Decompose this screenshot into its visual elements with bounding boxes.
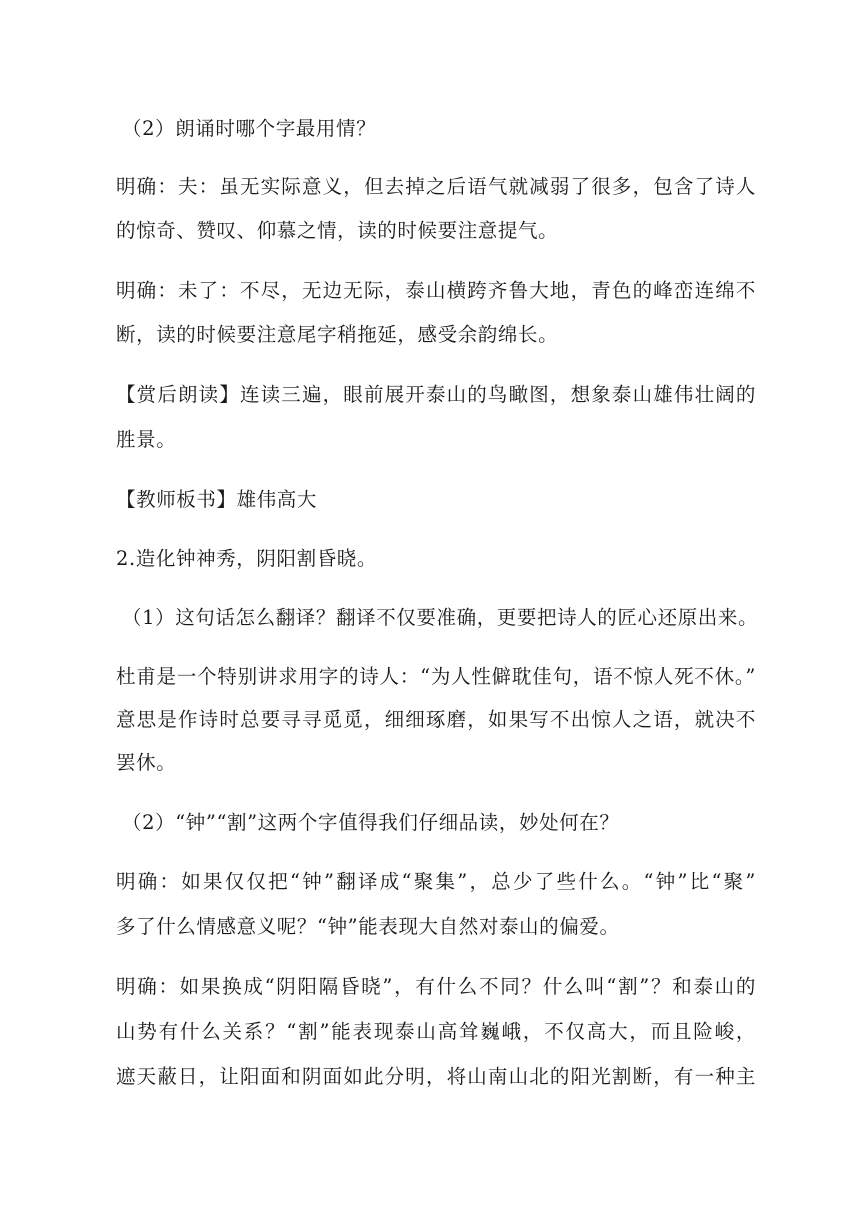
paragraph-line: 山势有什么关系？“割”能表现泰山高耸巍峨，不仅高大，而且险峻，: [116, 1020, 756, 1043]
paragraph-line: 明确：如果换成“阴阳隔昏晓”，有什么不同？什么叫“割”？和泰山的: [116, 975, 756, 998]
paragraph-line: 断，读的时候要注意尾字稍拖延，感受余韵绵长。: [116, 323, 559, 346]
paragraph-line: 多了什么情感意义呢？“钟”能表现大自然对泰山的偏爱。: [116, 915, 620, 938]
paragraph-line: 【赏后朗读】连读三遍，眼前展开泰山的鸟瞰图，想象泰山雄伟壮阔的: [116, 383, 756, 406]
section-heading: 2.造化钟神秀，阴阳割昏晓。: [116, 547, 378, 570]
paragraph-line: 罢休。: [116, 751, 177, 774]
question-2-heading: （2）朗诵时哪个字最用情？: [122, 117, 377, 140]
paragraph-line: 杜甫是一个特别讲求用字的诗人：“为人性僻耽佳句，语不惊人死不休。”: [116, 665, 756, 688]
paragraph-line: 胜景。: [116, 428, 177, 451]
paragraph-line: 意思是作诗时总要寻寻觅觅，细细琢磨，如果写不出惊人之语，就决不: [116, 708, 756, 731]
paragraph-line: 明确：夫：虽无实际意义，但去掉之后语气就减弱了很多，包含了诗人: [116, 175, 756, 198]
paragraph-line: 明确：如果仅仅把“钟”翻译成“聚集”，总少了些什么。“钟”比“聚”: [116, 870, 756, 893]
paragraph-line: 遮天蔽日，让阳面和阴面如此分明，将山南山北的阳光割断，有一种主: [116, 1065, 756, 1088]
question-2-heading: （2）“钟”“割”这两个字值得我们仔细品读，妙处何在？: [122, 811, 620, 834]
paragraph-line: 的惊奇、赞叹、仰慕之情，读的时候要注意提气。: [116, 219, 559, 242]
paragraph-line: 明确：未了：不尽，无边无际，泰山横跨齐鲁大地，青色的峰峦连绵不: [116, 279, 756, 302]
blackboard-note: 【教师板书】雄伟高大: [116, 488, 318, 511]
question-1-heading: （1）这句话怎么翻译？翻译不仅要准确，更要把诗人的匠心还原出来。: [122, 606, 759, 629]
